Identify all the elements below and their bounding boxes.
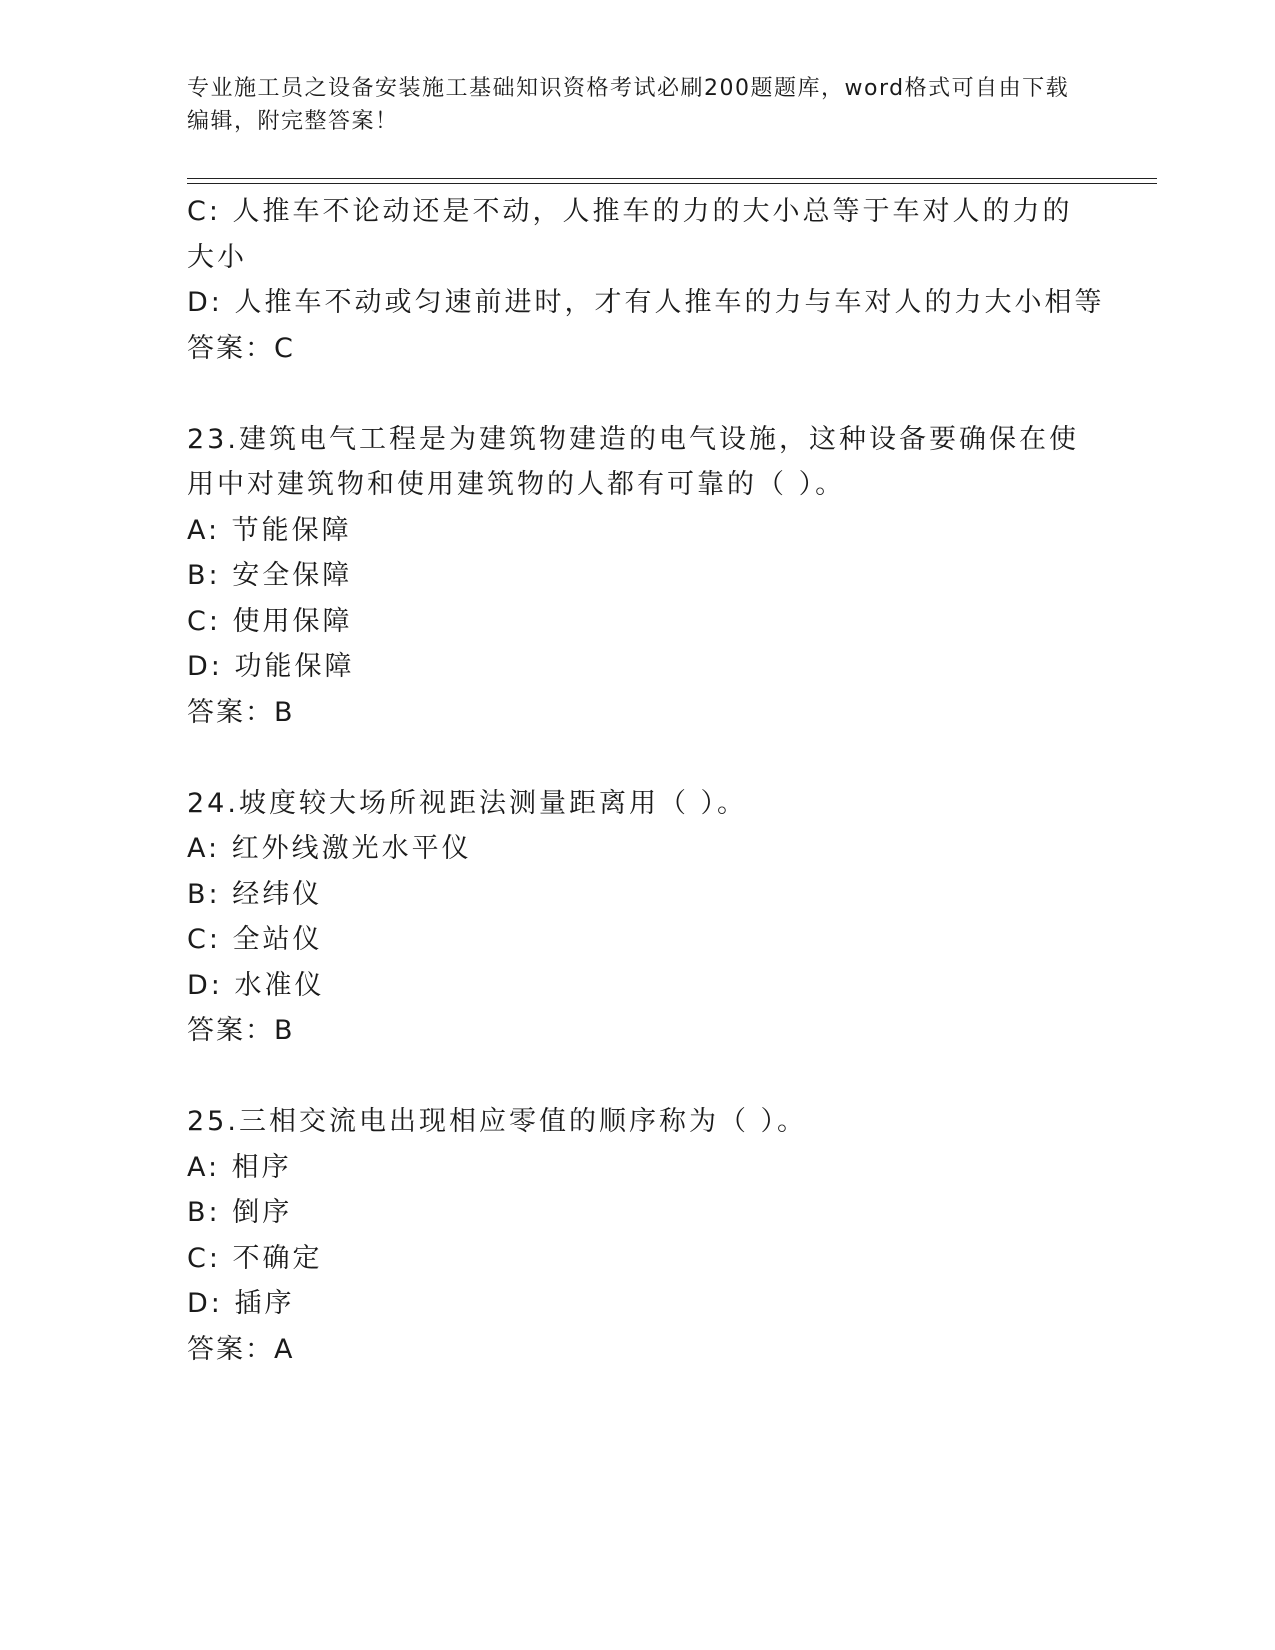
question-24 — [187, 781, 1087, 1054]
question-stem: 23.建筑电气工程是为建筑物建造的电气设施，这种设备要确保在使用中对建筑物和使用建筑物的人都有可靠的（ ）。 — [187, 423, 1079, 500]
answer: 答案：C — [187, 332, 295, 364]
answer: 答案：B — [187, 1015, 295, 1046]
option-c: C: 全站仪 — [187, 924, 323, 955]
option-a: A: 相序 — [187, 1151, 292, 1183]
question-stem: 24.坡度较大场所视距法测量距离用（ ）。 — [187, 787, 748, 819]
question-stem: 25.三相交流电出现相应零值的顺序称为（ ）。 — [187, 1106, 808, 1137]
option-d: D: 功能保障 — [187, 651, 355, 682]
header-divider-top — [187, 178, 1157, 179]
question-25 — [187, 1099, 1087, 1372]
option-b: B: 倒序 — [187, 1197, 293, 1228]
option-d: D: 水准仪 — [187, 969, 325, 1001]
option-c: C: 不确定 — [187, 1242, 323, 1274]
option-b: B: 经纬仪 — [187, 878, 323, 910]
option-b: B: 安全保障 — [187, 560, 353, 591]
option-a: A: 节能保障 — [187, 514, 352, 546]
option-a: A: 红外线激光水平仪 — [187, 833, 472, 864]
option-c: C: 使用保障 — [187, 605, 353, 637]
option-d: D: 插序 — [187, 1288, 295, 1319]
question-23 — [187, 417, 1087, 736]
answer: 答案：A — [187, 1333, 295, 1365]
option-c: C: 人推车不论动还是不动，人推车的力的大小总等于车对人的力的大小 — [187, 196, 1073, 273]
document-header: 专业施工员之设备安装施工基础知识资格考试必刷200题题库，word格式可自由下载编辑，附完整答案！ — [187, 76, 1070, 134]
header-divider-bottom — [187, 183, 1157, 184]
question-22-continuation — [187, 189, 1105, 371]
option-d: D: 人推车不动或匀速前进时，才有人推车的力与车对人的力大小相等 — [187, 287, 1105, 318]
answer: 答案：B — [187, 696, 295, 728]
question-content — [187, 189, 1105, 1372]
